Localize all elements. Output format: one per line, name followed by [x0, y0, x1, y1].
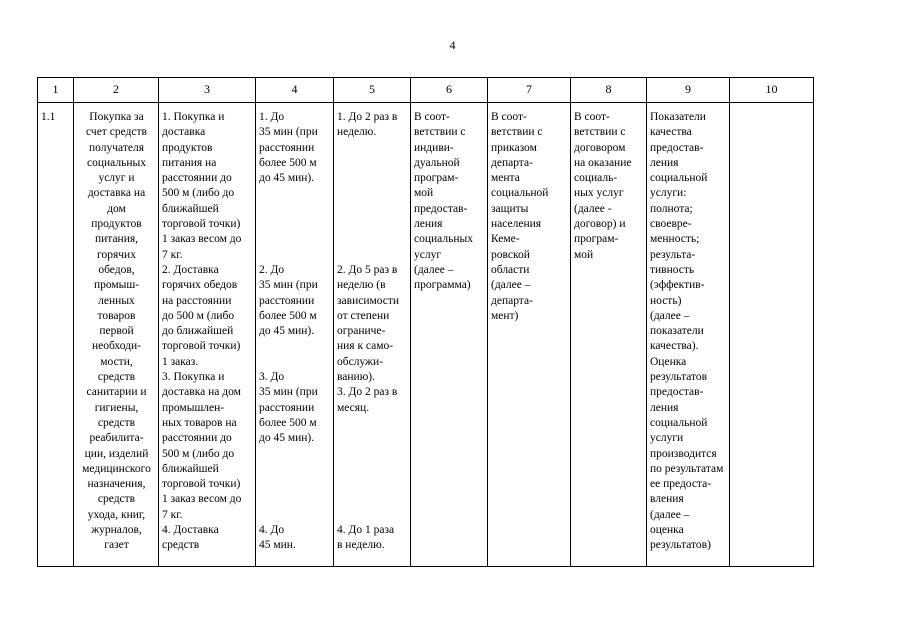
cell-line: 2. До [259, 263, 285, 276]
cell-line: социальных [87, 156, 146, 169]
cell-line [259, 355, 331, 370]
col-header-9: 9 [647, 78, 730, 103]
cell-line: доставка [162, 126, 206, 139]
cell-line: питания на [162, 156, 217, 169]
cell-line: 3. До 2 раз в [337, 386, 398, 399]
cell-line: 2. До 5 раз в [337, 263, 398, 276]
cell-line: ее предоста- [650, 478, 712, 491]
cell-line: Показатели [650, 111, 706, 123]
cell-line: питания, [94, 233, 139, 246]
cell-line: 7 кг. [162, 248, 183, 261]
cell-line: (далее - [574, 202, 612, 215]
cell-line: ограниче- [337, 325, 386, 338]
cell-line [259, 477, 331, 492]
cell-line: расстоянии до [162, 432, 232, 445]
cell-line: оценка [650, 524, 684, 537]
cell-line: програм- [414, 172, 459, 185]
cell-line: департа- [491, 294, 533, 307]
cell-line: промышлен- [162, 401, 225, 414]
cell-line: дом [107, 202, 126, 215]
cell-line: 4. До [259, 524, 285, 537]
cell-line: в неделю. [337, 539, 385, 552]
cell-line: производится [650, 447, 717, 460]
cell-line: горячих обедов [162, 279, 238, 292]
cell-line: назначения, [87, 478, 146, 491]
cell-line: 1. До [259, 111, 285, 123]
cell-line: неделю (в [337, 279, 386, 292]
cell-line: горячих [97, 248, 136, 261]
cell-line: защиты [491, 202, 529, 215]
cell-line: 1. Покупка и [162, 111, 225, 123]
cell-line: качества). [650, 340, 699, 353]
cell-line: до 45 мин). [259, 325, 315, 338]
cell-line: услуги: [650, 187, 687, 200]
cell-line: департа- [491, 156, 533, 169]
cell-line [259, 508, 331, 523]
cell-line: менность; [650, 233, 700, 246]
col-header-1: 1 [38, 78, 74, 103]
cell-line: газет [104, 539, 129, 552]
cell-line: предостав- [650, 386, 704, 399]
cell-line: тивность [650, 263, 695, 276]
cell-line: ближайшей [162, 202, 219, 215]
cell-line [337, 156, 408, 171]
cell-line [259, 462, 331, 477]
cell-line: ленных [98, 294, 135, 307]
page-number: 4 [449, 38, 456, 52]
cell-line: мости, [100, 355, 133, 368]
cell-line: продуктов [91, 218, 142, 231]
cell-line [259, 186, 331, 201]
cell-line: расстоянии [259, 141, 315, 154]
cell-line: первой [99, 325, 134, 338]
cell-line: договор) и [574, 218, 626, 231]
cell-line: Покупка за [89, 111, 144, 123]
cell-line: счет средств [86, 126, 147, 139]
cell-line: 3. Покупка и [162, 371, 225, 384]
cell-line: результатов [650, 371, 708, 384]
cell-line: 500 м (либо до [162, 187, 235, 200]
cell-line: индиви- [414, 141, 454, 154]
cell-line: на оказание [574, 156, 632, 169]
cell-line: медицинского [82, 462, 151, 475]
cell-line: торговой точки) [162, 218, 241, 231]
cell-line [337, 217, 408, 232]
cell-line: услуги [650, 432, 684, 445]
cell-line: социальной [650, 416, 708, 429]
col-header-3: 3 [159, 78, 256, 103]
cell-line [259, 202, 331, 217]
cell-line: мент) [491, 309, 519, 322]
cell-line: Кеме- [491, 233, 520, 246]
cell-line: 2. Доставка [162, 263, 219, 276]
service-duration [256, 103, 333, 566]
cell-line: програм- [574, 233, 619, 246]
cell-line: более 500 м [259, 156, 317, 169]
cell-line: 1. До 2 раз в [337, 111, 398, 123]
cell-line: 35 мин (при [259, 386, 318, 399]
cell-line: (эффектив- [650, 279, 705, 292]
col-header-8: 8 [571, 78, 647, 103]
cell-line [337, 431, 408, 446]
cell-line: области [491, 263, 530, 276]
cell-line: неделю. [337, 126, 377, 139]
cell-line: (далее – [491, 279, 531, 292]
cell-line: ных товаров на [162, 416, 237, 429]
cell-line: товаров [97, 309, 136, 322]
cell-line [337, 477, 408, 492]
cell-line [337, 202, 408, 217]
cell-line [337, 492, 408, 507]
cell-line: необходи- [92, 340, 141, 353]
cell-line: услуг и [98, 172, 135, 185]
cell-line: реабилита- [89, 432, 144, 445]
cell-line: вления [650, 493, 684, 506]
cell-line [259, 232, 331, 247]
cell-line: расстоянии [259, 294, 315, 307]
cell-line: предостав- [650, 141, 704, 154]
cell-line: 1 заказ весом до [162, 233, 242, 246]
cell-line [259, 217, 331, 232]
service-name [74, 103, 158, 566]
cell-line: средств [162, 539, 200, 552]
cell-line: промыш- [93, 279, 140, 292]
cell-line: средств [97, 416, 136, 429]
cell-line: 35 мин (при [259, 279, 318, 292]
cell-line: ность) [650, 294, 682, 307]
cell-line: результа- [650, 248, 696, 261]
service-conditions [571, 103, 646, 566]
cell-line [259, 492, 331, 507]
cell-line: 500 м (либо до [162, 447, 235, 460]
cell-line: гигиены, [94, 401, 139, 414]
cell-line: ветствии с [491, 126, 543, 139]
cell-line: обслужи- [337, 355, 383, 368]
quality-indicators [647, 103, 729, 566]
cell-line: до 45 мин). [259, 432, 315, 445]
cell-line: ровской [491, 248, 530, 261]
cell-line: обедов, [98, 263, 135, 276]
cell-line: договором [574, 141, 626, 154]
cell-line: журналов, [91, 524, 142, 537]
cell-line: приказом [491, 141, 537, 154]
cell-line: расстоянии до [162, 172, 232, 185]
cell-line: торговой точки) [162, 340, 241, 353]
cell-line: своевре- [650, 218, 692, 231]
cell-line: зависимости [337, 294, 400, 307]
cell-line: мой [414, 187, 434, 200]
cell-line: доставка на [87, 187, 146, 200]
cell-line [337, 171, 408, 186]
col-header-10: 10 [730, 78, 814, 103]
cell-line: торговой точки) [162, 478, 241, 491]
cell-line: социальной [650, 172, 708, 185]
cell-line: (далее – [650, 309, 690, 322]
cell-line: ния к само- [337, 340, 394, 353]
services-table [37, 77, 814, 567]
cell-line: до 45 мин). [259, 172, 315, 185]
cell-line: качества [650, 126, 692, 139]
cell-line [337, 416, 408, 431]
cell-line [337, 141, 408, 156]
cell-line [259, 447, 331, 462]
col-header-5: 5 [334, 78, 411, 103]
row-number: 1.1 [41, 111, 56, 123]
cell-line: ветствии с [574, 126, 626, 139]
cell-line: полнота; [650, 202, 693, 215]
cell-line: 4. До 1 раза [337, 524, 395, 537]
table-row [38, 103, 814, 567]
cell-line: от степени [337, 309, 390, 322]
cell-line [337, 508, 408, 523]
col-header-4: 4 [256, 78, 334, 103]
cell-line: дуальной [414, 156, 460, 169]
cell-line [337, 447, 408, 462]
cell-line: результатов) [650, 539, 711, 552]
cell-line: 35 мин (при [259, 126, 318, 139]
cell-line: В соот- [574, 111, 610, 123]
cell-line: социальных [414, 233, 473, 246]
cell-line: В соот- [414, 111, 450, 123]
cell-line: ции, изделий [84, 447, 149, 460]
cell-line: показатели [650, 325, 704, 338]
cell-line [337, 462, 408, 477]
service-tariff [488, 103, 570, 566]
cell-line: мой [574, 248, 594, 261]
col-header-6: 6 [411, 78, 488, 103]
cell-line: более 500 м [259, 416, 317, 429]
service-volume [411, 103, 487, 566]
cell-line [337, 186, 408, 201]
cell-line: ванию). [337, 371, 375, 384]
cell-line [259, 248, 331, 263]
cell-line: до 500 м (либо [162, 309, 235, 322]
cell-line: месяц. [337, 401, 370, 414]
cell-line: доставка на дом [162, 386, 241, 399]
cell-line: более 500 м [259, 309, 317, 322]
cell-line: мента [491, 172, 520, 185]
cell-line: 4. Доставка [162, 524, 219, 537]
cell-line [337, 248, 408, 263]
cell-line: В соот- [491, 111, 527, 123]
cell-line: санитарии и [86, 386, 147, 399]
cell-line: получателя [89, 141, 144, 154]
cell-line: предостав- [414, 202, 468, 215]
cell-line: (далее – [650, 508, 690, 521]
header-row [38, 78, 814, 103]
cell-line: ления [414, 218, 443, 231]
column-10-cell [730, 103, 813, 566]
cell-line: 45 мин. [259, 539, 296, 552]
cell-line: ных услуг [574, 187, 624, 200]
cell-line: расстоянии [259, 401, 315, 414]
cell-line: по результатам [650, 462, 724, 475]
cell-line: услуг [414, 248, 442, 261]
cell-line [259, 339, 331, 354]
cell-line: ветствии с [414, 126, 466, 139]
cell-line: до ближайшей [162, 325, 234, 338]
cell-line: социаль- [574, 172, 618, 185]
cell-line: (далее – [414, 263, 454, 276]
cell-line: 7 кг. [162, 508, 183, 521]
service-content [159, 103, 255, 566]
cell-line: ления [650, 401, 679, 414]
cell-line: средств [97, 371, 136, 384]
col-header-2: 2 [74, 78, 159, 103]
cell-line: на расстоянии [162, 294, 232, 307]
cell-line: программа) [414, 279, 471, 292]
service-frequency [334, 103, 410, 566]
cell-line: 1 заказ. [162, 355, 199, 368]
cell-line: ухода, книг, [87, 508, 146, 521]
cell-line: Оценка [650, 355, 687, 368]
cell-line: ближайшей [162, 462, 219, 475]
cell-line: социальной [491, 187, 549, 200]
cell-line: ления [650, 156, 679, 169]
cell-line: 1 заказ весом до [162, 493, 242, 506]
cell-line: 3. До [259, 371, 285, 384]
cell-line [337, 232, 408, 247]
cell-line: продуктов [162, 141, 213, 154]
cell-line: средств [97, 493, 136, 506]
col-header-7: 7 [488, 78, 571, 103]
cell-line: населения [491, 218, 542, 231]
